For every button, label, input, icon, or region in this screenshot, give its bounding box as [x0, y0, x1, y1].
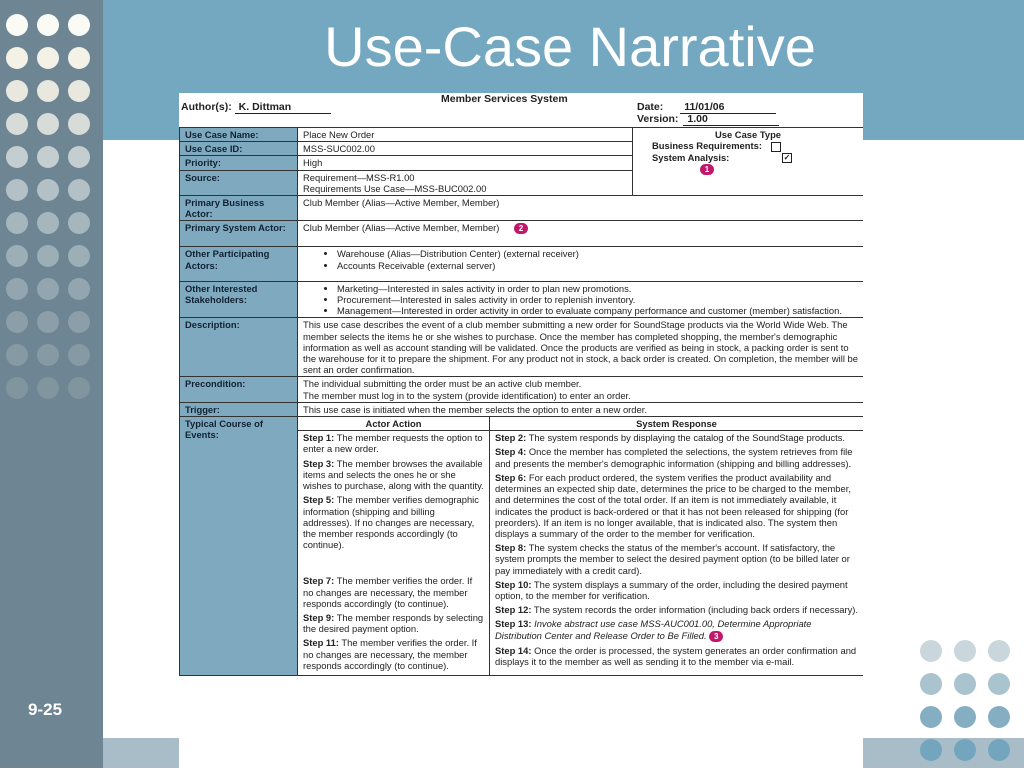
version-value: 1.00 [683, 113, 779, 126]
decorative-dot [920, 640, 942, 662]
decorative-dot [68, 146, 90, 168]
participating-actors-list [303, 248, 858, 270]
decorative-dot [6, 245, 28, 267]
actor-step: Step 7: The member verifies the order. If no changes are necessary, the member responds accordingly (to continue). [303, 575, 473, 609]
system-step: Step 2: The system responds by displaying the catalog of the SoundStage products. [495, 432, 846, 444]
system-step: Step 10: The system displays a summary of the order, including the desired payment option, to the member for verification. [495, 578, 848, 601]
precondition-value [298, 377, 864, 402]
stakeholders-list [303, 283, 858, 317]
decorative-dot [68, 377, 90, 399]
decorative-dot [68, 80, 90, 102]
decorative-dots-right [918, 640, 1024, 740]
decorative-dot [37, 245, 59, 267]
decorative-dot [920, 706, 942, 728]
actor-step: Step 1: The member requests the option to enter a new order. [303, 432, 483, 455]
source-value [298, 170, 633, 195]
decorative-dot [954, 739, 976, 761]
business-requirements-checkbox[interactable] [771, 142, 781, 152]
decorative-dot [6, 311, 28, 333]
decorative-dot [988, 640, 1010, 662]
system-response-header: System Response [490, 417, 864, 431]
decorative-dot [954, 673, 976, 695]
typical-course-label: Typical Course of Events: [180, 417, 298, 676]
system-step: Step 12: The system records the order information (including back orders if necessary). [495, 604, 859, 616]
decorative-dot [68, 47, 90, 69]
priority-label: Priority: [180, 156, 298, 170]
decorative-dot [6, 212, 28, 234]
use-case-document [179, 93, 863, 769]
trigger-label: Trigger: [180, 402, 298, 416]
document-header [179, 93, 863, 127]
primary-system-actor-value: Club Member (Alias—Active Member, Member) [303, 222, 500, 234]
decorative-dot [954, 640, 976, 662]
system-step: Step 13: Invoke abstract use case MSS-AUC001.00, Determine Appropriate Distribution Center and Release Order to Be Filled. 3 [495, 618, 812, 641]
use-case-type-box [633, 128, 863, 196]
system-analysis-row [638, 152, 858, 164]
actor-step: Step 3: The member browses the available items and selects the ones he or she wishes to purchase, along with the quantity. [303, 457, 484, 492]
decorative-dot [37, 212, 59, 234]
version-label: Version: [637, 113, 679, 125]
list-item: • Warehouse (Alias—Distribution Center) (external receiver) [337, 248, 858, 259]
actor-action-column [298, 431, 490, 676]
decorative-dot [68, 278, 90, 300]
system-analysis-label: System Analysis: [652, 151, 730, 163]
trigger-value: This use case is initiated when the member selects the option to enter a new order. [298, 402, 864, 416]
use-case-name-label: Use Case Name: [180, 128, 298, 142]
source-line-2: Requirements Use Case—MSS-BUC002.00 [303, 182, 487, 194]
decorative-dot [68, 212, 90, 234]
decorative-dot [37, 179, 59, 201]
decorative-dot [6, 278, 28, 300]
precondition-label: Precondition: [180, 377, 298, 402]
other-participating-actors-label: Other Participating Actors: [180, 247, 298, 281]
decorative-dot [6, 377, 28, 399]
badge-1-row [638, 163, 858, 175]
callout-badge-3: 3 [709, 631, 723, 642]
use-case-table [179, 127, 863, 676]
actor-step: Step 9: The member responds by selecting the desired payment option. [303, 611, 484, 635]
decorative-dot [68, 245, 90, 267]
decorative-dot [6, 179, 28, 201]
description-value: This use case describes the event of a club member submitting a new order for SoundStage products via the World Wide Web. The member selects the items he or she wishes to purchase. Once the member has completed shopping, the member's demographic information as well as account standing will be validated. Once the products are verified as being in stock, a packing order is sent to the warehouse for it to prepare the shipment. For any product not in stock, a back order is created. On completion, the member will be sent an order confirmation. [298, 318, 864, 377]
primary-system-actor-cell [298, 221, 864, 247]
decorative-dot [37, 80, 59, 102]
decorative-dot [68, 311, 90, 333]
decorative-dot [6, 14, 28, 36]
decorative-dot [37, 146, 59, 168]
system-step: Step 14: Once the order is processed, the system generates an order confirmation and displays it to the member as well as sending it to the member via e-mail. [495, 644, 857, 667]
primary-business-actor-label: Primary Business Actor: [180, 196, 298, 221]
date-value: 11/01/06 [680, 101, 776, 114]
list-item: • Marketing—Interested in sales activity in order to plan new promotions. [337, 283, 858, 294]
decorative-dot [68, 14, 90, 36]
other-stakeholders-label: Other Interested Stakeholders: [180, 281, 298, 318]
decorative-dot [37, 311, 59, 333]
primary-system-actor-label: Primary System Actor: [180, 221, 298, 247]
list-item: • Procurement—Interested in sales activity in order to replenish inventory. [337, 294, 858, 305]
decorative-dot [37, 377, 59, 399]
source-line-1: Requirement—MSS-R1.00 [303, 171, 415, 183]
actor-step: Step 11: The member verifies the order. If no changes are necessary, the member responds accordingly (to continue). [303, 637, 477, 671]
source-label: Source: [180, 170, 298, 195]
system-name: Member Services System [441, 93, 568, 105]
system-analysis-checkbox[interactable]: ✓ [783, 153, 791, 163]
decorative-dot [68, 113, 90, 135]
decorative-dot [37, 47, 59, 69]
description-label: Description: [180, 318, 298, 377]
decorative-dot [37, 113, 59, 135]
decorative-dot [6, 113, 28, 135]
system-step: Step 6: For each product ordered, the system verifies the product availability and determines an expected ship date, determines the price to be charged to the member, and determines the cost of the total order. If an item is not immediately available, it indicates the product is back-ordered or that it has not been released for shipping (for preorders). If an item is no longer available, that is indicated also. The system then displays a summary of the order to the member for verification. [495, 471, 851, 539]
decorative-dot [68, 344, 90, 366]
decorative-dot [6, 47, 28, 69]
system-response-column [490, 431, 864, 676]
decorative-dot [6, 80, 28, 102]
decorative-dot [988, 706, 1010, 728]
decorative-dot [920, 673, 942, 695]
author-line [181, 101, 331, 114]
other-participating-actors-value [298, 247, 864, 281]
precondition-line-2: The member must log in to the system (provide identification) to enter an order. [303, 389, 631, 401]
list-item: • Management—Interested in order activity in order to evaluate company performance and customer (member) satisfaction. [337, 305, 858, 316]
primary-business-actor-value: Club Member (Alias—Active Member, Member) [298, 196, 864, 221]
page-number: 9-25 [28, 700, 63, 719]
use-case-id-value: MSS-SUC002.00 [298, 142, 633, 156]
slide-title: Use-Case Narrative [324, 15, 816, 78]
decorative-dot [6, 344, 28, 366]
priority-value: High [298, 156, 633, 170]
decorative-dot [37, 14, 59, 36]
callout-badge-1: 1 [700, 164, 714, 175]
other-stakeholders-value [298, 281, 864, 318]
business-requirements-label: Business Requirements: [652, 140, 762, 152]
use-case-id-label: Use Case ID: [180, 142, 298, 156]
author-value: K. Dittman [235, 101, 331, 114]
decorative-dot [988, 739, 1010, 761]
actor-action-header: Actor Action [298, 417, 490, 431]
system-step: Step 4: Once the member has completed the selections, the system retrieves from file and presents the member's demographic information (shipping and billing addresses). [495, 446, 853, 469]
system-step: Step 8: The system checks the status of the member's account. If satisfactory, the system prompts the member to select the desired payment option (to be billed later or pay immediately with a credit card). [495, 542, 850, 576]
actor-step: Step 5: The member verifies demographic information (shipping and billing addresses). If no changes are necessary, the member responds accordingly (to continue). [303, 494, 479, 551]
date-label: Date: [637, 101, 664, 113]
decorative-dot [37, 278, 59, 300]
use-case-name-value: Place New Order [298, 128, 633, 142]
decorative-dot [37, 344, 59, 366]
callout-badge-2: 2 [514, 223, 528, 234]
version-line [637, 113, 779, 126]
decorative-dot [68, 179, 90, 201]
decorative-dot [920, 739, 942, 761]
decorative-dot [988, 673, 1010, 695]
decorative-dot [954, 706, 976, 728]
decorative-dot [6, 146, 28, 168]
business-requirements-row [638, 140, 858, 152]
precondition-line-1: The individual submitting the order must be an active club member. [303, 378, 582, 390]
use-case-type-label: Use Case Type [715, 129, 782, 140]
author-label: Author(s): [181, 101, 232, 113]
list-item: • Accounts Receivable (external server) [337, 260, 858, 271]
